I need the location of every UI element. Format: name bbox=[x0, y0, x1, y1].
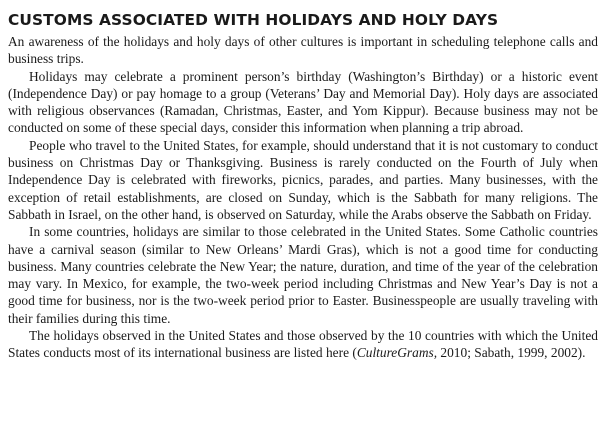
paragraph-united-states-example: People who travel to the United States, for example, should understand that it is not customary to conduct business on Christmas Day or Thanksgiving. Business is rarely conducted on the Fourth of July when Independence Day is celebrated with fireworks, picnics, parades, and parties. Many businesses, with the exception of retail establishments, are closed on Sunday, which is the Sabbath for many religions. The Sabbath in Israel, on the other hand, is observed on Saturday, while the Arabs observe the Sabbath on Friday. bbox=[8, 137, 598, 222]
paragraph-holidays-definition: Holidays may celebrate a prominent person’s birthday (Washington’s Birthday) or a historic event (Independence Day) or pay homage to a group (Veterans’ Day and Memorial Day). Holy days are associated with religious observances (Ramadan, Christmas, Easter, and Yom Kippur). Because business may not be conducted on some of these special days, consider this information when planning a trip abroad. bbox=[8, 68, 598, 136]
section-heading: CUSTOMS ASSOCIATED WITH HOLIDAYS AND HOLY DAYS bbox=[8, 11, 499, 29]
body-text bbox=[8, 33, 598, 362]
text-before-citation: The holidays observed in the United States and those observed by the 10 countries with which the United States conducts most of its international business are listed here ( bbox=[8, 328, 598, 361]
document-page bbox=[8, 9, 598, 362]
paragraph-intro: An awareness of the holidays and holy days of other cultures is important in scheduling telephone calls and business trips. bbox=[8, 34, 598, 67]
paragraph-other-countries: In some countries, holidays are similar to those celebrated in the United States. Some Catholic countries have a carnival season (similar to New Orleans’ Mardi Gras), which is not a good time for conducting business. Many countries celebrate the New Year; the nature, duration, and time of the year of the celebration may vary. In Mexico, for example, the two-week period including Christmas and New Year’s Day is not a good time for business, nor is the two-week period prior to Easter. Businesspeople are usually traveling with their families during this time. bbox=[8, 224, 598, 326]
paragraph-holidays-list-intro bbox=[8, 327, 598, 362]
citation-source: CultureGrams, bbox=[356, 345, 438, 361]
text-after-citation: 2010; Sabath, 1999, 2002). bbox=[437, 345, 586, 361]
